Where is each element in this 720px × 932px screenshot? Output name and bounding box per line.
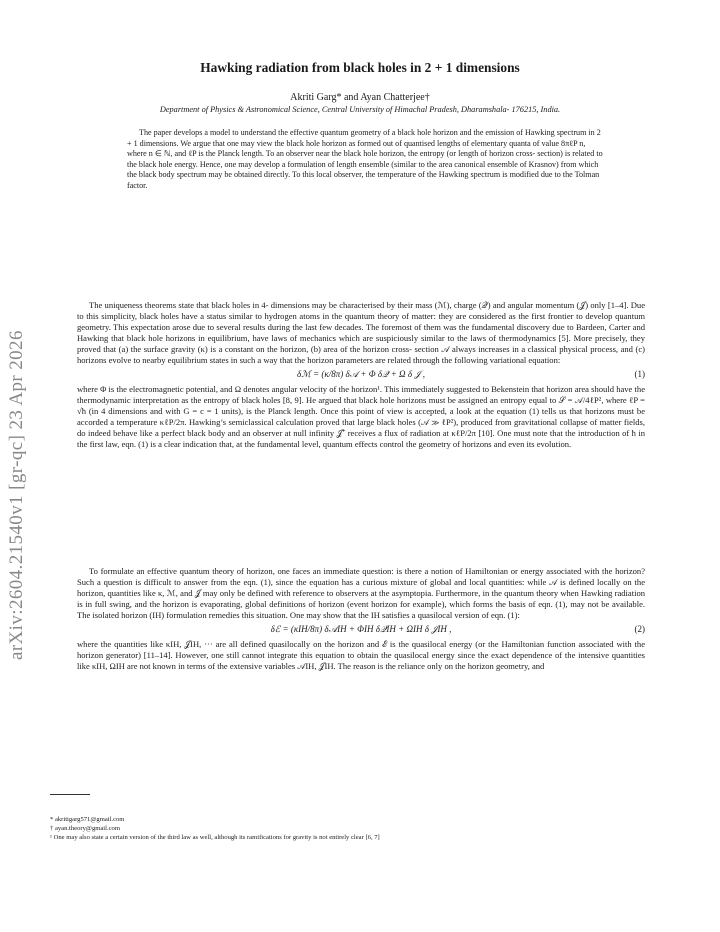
- footnote-email-2: † ayan.theory@gmail.com: [50, 825, 120, 832]
- authors: Akriti Garg* and Ayan Chatterjee†: [290, 92, 430, 103]
- footnote-divider: [50, 794, 90, 795]
- equation-1-text: δℳ = (κ/8π) δ𝒜 + Φ δ𝒬 + Ω δ 𝒥 ,: [297, 369, 425, 379]
- footnote-email-1: * akritigarg571@gmail.com: [50, 816, 125, 823]
- equation-2-text: δℰ = (κIH/8π) δ𝒜IH + ΦIH δ𝒬IH + ΩIH δ 𝒥IH ,: [270, 624, 452, 634]
- equation-1-number: (1): [634, 369, 645, 379]
- equation-1: [77, 366, 645, 384]
- paper-title: Hawking radiation from black holes in 2 + 1 dimensions: [200, 60, 520, 75]
- body-section-1: [77, 300, 645, 450]
- body-section-2: [77, 566, 645, 672]
- abstract: [127, 128, 605, 191]
- arxiv-stamp: arXiv:2604.21540v1 [gr-qc] 23 Apr 2026: [6, 330, 27, 660]
- paragraph-4: where the quantities like κIH, 𝒥IH, ··· are all defined quasilocally on the horizon and ℰ is the quasilocal energy (or the Hamiltonian function associated with the horizon generator) [11–14]. However, one still cannot integrate this equation to obtain the quasilocal energy since the exact dependence of the intensive quantities like κIH, ΩIH are not known in terms of the extensive variables 𝒜IH, 𝒥IH. The reason is the reliance only on the horizon geometry, and: [77, 639, 645, 671]
- affiliation: Department of Physics & Astronomical Science, Central University of Himachal Pradesh, Dharamshala- 176215, India.: [159, 105, 561, 114]
- abstract-text: The paper develops a model to understand the effective quantum geometry of a black hole horizon and the emission of Hawking spectrum in 2 + 1 dimensions. We argue that one may view the black hole horizon as formed out of quantised lengths of elementary quanta of value 8πℓP n, where n ∈ ℕ, and ℓP is the Planck length. To an observer near the black hole horizon, the entropy (or length of horizon cross- section) is related to the black hole energy. Hence, one may develop a formulation of length ensemble (similar to the area canonical ensemble of Krasnov) from which the black body spectrum may be obtained directly. To this local observer, the temperature of the Hawking spectrum is modified due to the Tolman factor.: [127, 128, 603, 190]
- paragraph-2: where Φ is the electromagnetic potential, and Ω denotes angular velocity of the horizon¹. This immediately suggested to Bekenstein that horizon area should have the thermodynamic interpretation as the entropy of black holes [8, 9]. He argued that black hole horizons must be assigned an entropy equal to 𝒮 = 𝒜/4ℓP², where ℓP = √ħ (in 4 dimensions and with G = c = 1 units), is the Planck length. Once this point of view is accepted, a look at the equation (1) tells us that horizons must be accorded a temperature κℓP/2π. Hawking’s semiclassical calculation proved that large black holes (𝒜 ≫ ℓP²), produced from gravitational collapse of matter fields, do indeed behave like a perfect black body and an observer at null infinity 𝒥⁺ receives a flux of radiation at κℓP/2π [10]. One must note that the introduction of ħ in the first law, eqn. (1) is a clear indication that, at the fundamental level, quantum effects control the geometry of horizons and even its evolution.: [77, 384, 645, 449]
- footnote-1: ¹ One may also state a certain version of the third law as well, although its ramifications for gravity is not entirely clear [6, 7]: [50, 834, 380, 841]
- equation-2-number: (2): [634, 624, 645, 634]
- paragraph-3: To formulate an effective quantum theory of horizon, one faces an immediate question: is there a notion of Hamiltonian or energy associated with the horizon? Such a question is difficult to answer from the eqn. (1), since the equation has a curious mixture of global and local quantities: while 𝒜 is defined locally on the horizon, quantities like κ, ℳ, and 𝒥 may only be defined with reference to observers at the asymptopia. Furthermore, in the quantum theory when Hawking radiation is in full swing, and the horizon is evaporating, global definitions of horizon (event horizon for example), which forms the basis of eqn. (1), may not be available. The isolated horizon (IH) formulation remedies this situation. One may show that the IH satisfies a quasilocal version of eqn. (1):: [77, 566, 645, 620]
- equation-2: [77, 621, 645, 639]
- paragraph-1: The uniqueness theorems state that black holes in 4- dimensions may be characterised by their mass (ℳ), charge (𝒬) and angular momentum (𝒥) only [1–4]. Due to this simplicity, black holes have a status similar to hydrogen atoms in the quantum theory of matter: they are considered as the first frontier to develop quantum geometry. This expectation arose due to several results during the last few decades. The foremost of them was the fundamental discovery due to Bardeen, Carter and Hawking that black hole horizons in equilibrium, have laws of mechanics which are suspiciously similar to the laws of thermodynamics [5]. More precisely, they proved that (a) the surface gravity (κ) is a constant on the horizon, (b) area of the horizon cross- section 𝒜 always increases in a classical physical process, and (c) horizons evolve to nearby equilibrium states in such a way that the horizon parameters are related through the following variational equation:: [77, 300, 645, 365]
- footnotes: [50, 815, 650, 842]
